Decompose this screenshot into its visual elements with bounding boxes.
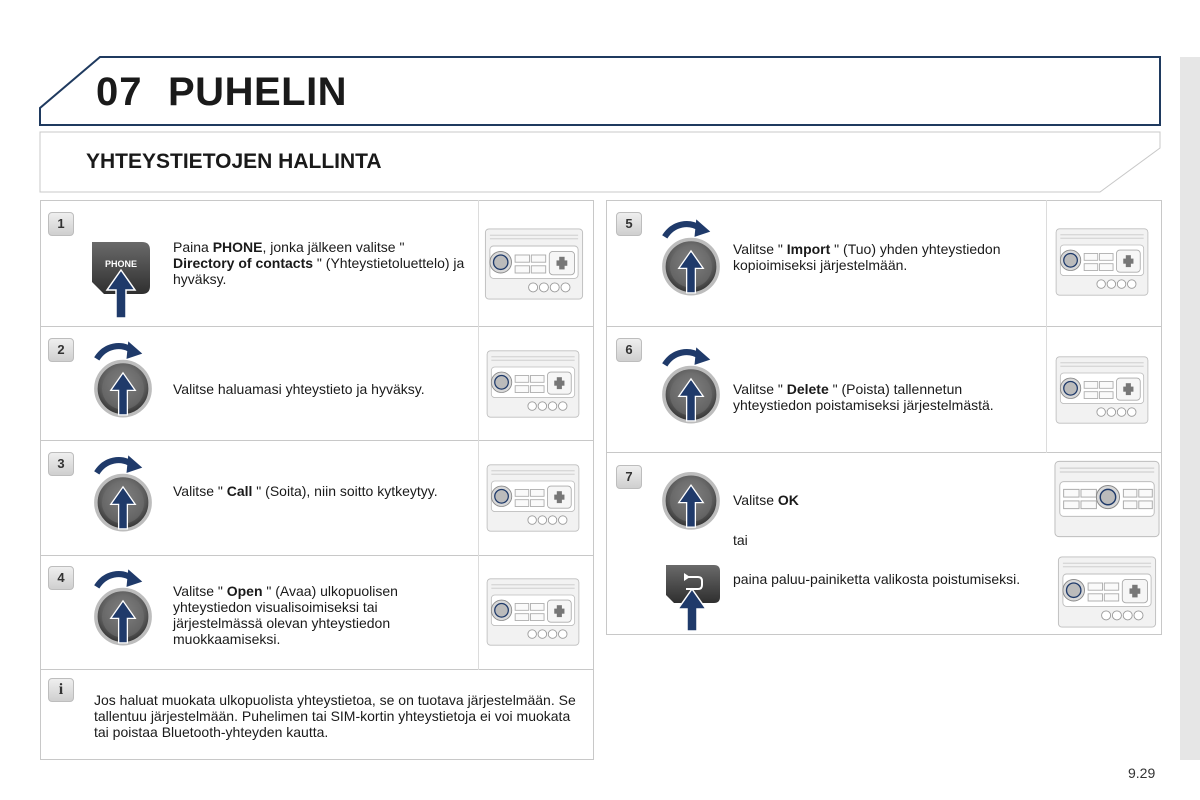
rotary-knob-icon-4 — [88, 562, 158, 652]
info-badge: i — [48, 678, 74, 702]
step-text-3: Valitse " Call " (Soita), niin soitto kytkeytyy. — [173, 483, 438, 499]
rotary-knob-icon-6 — [656, 340, 726, 430]
radio-panel-image-4 — [478, 578, 588, 646]
step-text-7-or: tai — [733, 532, 748, 548]
phone-button-icon — [90, 240, 154, 320]
step-text-6: Valitse " Delete " (Poista) tallennetun yhteystiedon poistamiseksi järjestelmästä. — [733, 381, 994, 413]
step-number-6: 6 — [616, 338, 642, 362]
chapter-number: 07 — [96, 70, 143, 114]
chapter-title: PUHELIN — [168, 70, 348, 114]
section-title: YHTEYSTIETOJEN HALLINTA — [86, 150, 382, 173]
radio-panel-image-2 — [478, 350, 588, 418]
back-button-icon — [664, 563, 722, 633]
rotary-knob-icon-7 — [656, 460, 726, 540]
step-text-4: Valitse " Open " (Avaa) ulkopuolisen yhteystiedon visualisoimiseksi tai järjestelmässä olevan yhteystiedon muokkaamiseksi. — [173, 583, 398, 647]
rotary-knob-icon-5 — [656, 212, 726, 302]
radio-panel-image-6 — [1046, 356, 1158, 424]
step-number-5: 5 — [616, 212, 642, 236]
phone-button-label: PHONE — [104, 259, 137, 269]
radio-panel-image-1 — [484, 228, 584, 300]
page-number: 9.29 — [1128, 765, 1156, 781]
step-number-7: 7 — [616, 465, 642, 489]
radio-panel-image-5 — [1046, 228, 1158, 296]
side-strip — [1180, 57, 1200, 760]
step-text-2: Valitse haluamasi yhteystieto ja hyväksy. — [173, 381, 425, 397]
rotary-knob-icon-3 — [88, 448, 158, 538]
step-number-3: 3 — [48, 452, 74, 476]
info-text: Jos haluat muokata ulkopuolista yhteystietoa, se on tuotava järjestelmään. Se tallentuu järjestelmään. Puhelimen tai SIM-kortin yhteystietoja ei voi muokata tai poistaa Bluetooth-yhteyden kautta. — [94, 692, 576, 740]
step-text-7: Valitse OK — [733, 492, 799, 508]
step-number-1: 1 — [48, 212, 74, 236]
step-number-4: 4 — [48, 566, 74, 590]
radio-panel-image-7a — [1054, 458, 1160, 540]
step-text-1: Paina PHONE, jonka jälkeen valitse " Directory of contacts " (Yhteystietoluettelo) ja hyväksy. — [173, 239, 465, 287]
radio-panel-image-3 — [478, 464, 588, 532]
radio-panel-image-7b — [1054, 556, 1160, 628]
step-text-7-back: paina paluu-painiketta valikosta poistumiseksi. — [733, 571, 1021, 587]
step-number-2: 2 — [48, 338, 74, 362]
step-text-5: Valitse " Import " (Tuo) yhden yhteystiedon kopioimiseksi järjestelmään. — [733, 241, 1001, 273]
rotary-knob-icon-2 — [88, 334, 158, 424]
